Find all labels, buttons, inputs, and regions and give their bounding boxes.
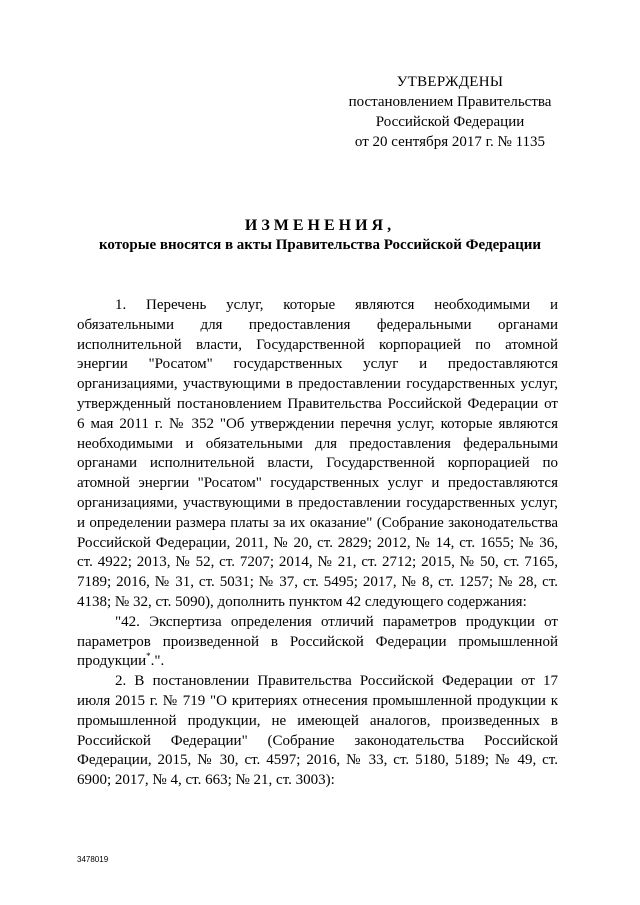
- paragraph-1: 1. Перечень услуг, которые являются необходимыми и обязательными для предоставления федеральными органами исполнительной власти, Государственной корпорацией по атомной энергии "Росатом" государственных услуг и предоставляются организациями, участвующими в предоставлении государственных услуг, утвержденный постановлением Правительства Российской Федерации от 6 мая 2011 г. № 352 "Об утверждении перечня услуг, которые являются необходимыми и обязательными для предоставления федеральными органами исполнительной власти, Государственной корпорацией по атомной энергии "Росатом" государственных услуг и предоставляются организациями, участвующими в предоставлении государственных услуг, и определении размера платы за их оказание" (Собрание законодательства Российской Федерации, 2011, № 20, ст. 2829; 2012, № 14, ст. 1655; № 36, ст. 4922; 2013, № 52, ст. 7207; 2014, № 21, ст. 2712; 2015, № 50, ст. 7165, 7189; 2016, № 31, ст. 5031; № 37, ст. 5495; 2017, № 8, ст. 1257; № 28, ст. 4138; № 32, ст. 5090), дополнить пунктом 42 следующего содержания:: [77, 297, 558, 610]
- paragraph-3: 2. В постановлении Правительства Российской Федерации от 17 июля 2015 г. № 719 "О критериях отнесения промышленной продукции к промышленной продукции, не имеющей аналогов, произведенных в Российской Федерации" (Собрание законодательства Российской Федерации, 2015, № 30, ст. 4597; 2016, № 33, ст. 5180, 5189; № 49, ст. 6900; 2017, № 4, ст. 663; № 21, ст. 3003):: [77, 673, 558, 789]
- footnote-marker: *: [146, 651, 151, 662]
- approval-heading: УТВЕРЖДЕНЫ: [396, 74, 504, 90]
- approval-line-1: постановлением Правительства: [348, 94, 552, 110]
- document-subtitle: которые вносятся в акты Правительства Российской Федерации: [98, 237, 542, 253]
- paragraph-2: [77, 613, 558, 672]
- paragraph-2-end: .".: [150, 653, 165, 670]
- document-title: ИЗМЕНЕНИЯ,: [244, 217, 396, 234]
- document-number: 3478019: [77, 855, 109, 864]
- approval-block: [340, 72, 560, 152]
- paragraph-2-text: "42. Экспертиза определения отличий параметров продукции от параметров произведенной в Российской Федерации промышленной продукции: [77, 613, 558, 670]
- approval-line-2: Российской Федерации: [375, 114, 525, 130]
- approval-line-3: от 20 сентября 2017 г. № 1135: [354, 134, 546, 150]
- document-body: [77, 296, 558, 791]
